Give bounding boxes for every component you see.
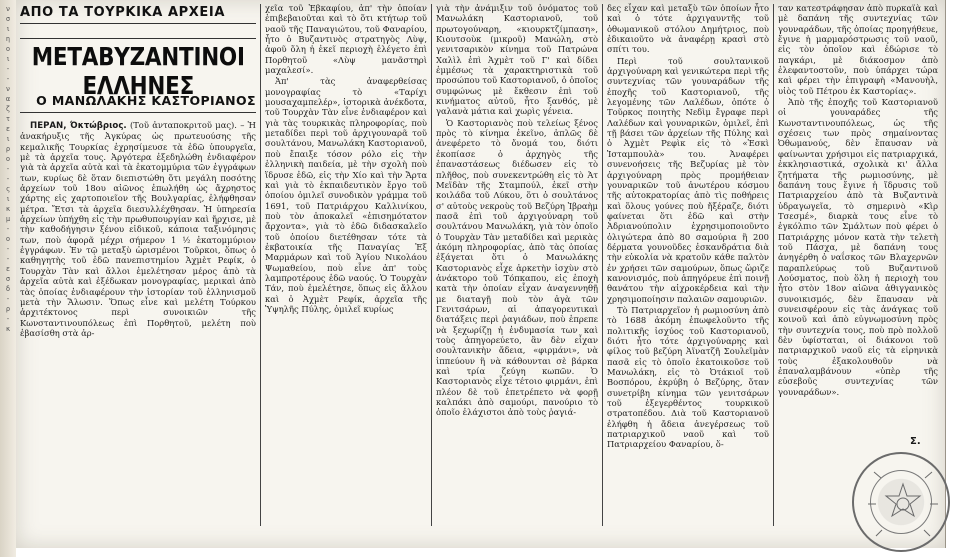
margin-mark: ο [5, 155, 11, 163]
margin-mark: τ [5, 115, 11, 123]
margin-mark: ε [5, 125, 11, 133]
margin-mark: - [5, 255, 11, 263]
author-signature: Σ. [910, 436, 921, 447]
stamp-seal-icon [854, 454, 952, 554]
column-2-paragraph: χεῖα τοῦ Ἐβκαφίου, ἀπ' τὴν ὁποίαν ἐπιβεβαιοῦται καὶ τὸ ὅτι κτήτωρ τοῦ ναοῦ τῆς Παναγιώτου, τοῦ Φαναρίου, ἦτο ὁ Βυζαντινὸς στρατηγὸς Λὺψ, ἀφοῦ ὅλη ἡ ἐκεῖ περιοχὴ ἐλέγετο ἐπὶ Πορθητοῦ «Λὺψ μανᾶστηρὶ μαχαλεσί». [265, 3, 427, 76]
margin-mark: μ [5, 215, 11, 223]
margin-mark: ι [5, 25, 11, 33]
margin-mark: ζ [5, 105, 11, 113]
margin-mark: ς [5, 185, 11, 193]
archive-margin-strip [0, 0, 16, 557]
margin-mark: α [5, 95, 11, 103]
column-1-text: (Τοῦ ἀνταποκριτοῦ μας). – Ἡ ἀνακήρυξις τῆς Ἀγκύρας ὡς πρωτευούσης τῆς κεμαλικῆς Τουρκίας ἐχρησίμευσε τὰ ἐδῶ ὑπουργεῖα, μὲ τὰ ἀρχεῖα τους. Ἀργότερα ἐξεδηλώθη ἐνδιαφέρον γιὰ τὰ ἀρχεῖα αὐτὰ καὶ τὰ ἑκατομμύρια τῶν ἐγγράφων των, κυρίως δὲ ὅταν διεπιστώθη ὅτι μεγάλη ποσότης ἀρχείων τοῦ 18ου αἰῶνος ἐπωλήθη ὡς ἄχρηστος χάρτης εἰς χαρτοποιεῖον τῆς Βουλγαρίας, ἐλήφθησαν μέτρα. Ἔτσι τὰ ἀρχεῖα διεσυλλέχθησαν. Ἡ ὑπηρεσία ἀρχείων ὑπήχθη εἰς τὴν πρωθυπουργίαν καὶ ἤρχισε, μὲ τὴν καθοδήγησιν ξένου εἰδικοῦ, κάποια ταξινόμησις των, ποὺ ἀφορᾶ μέχρι σήμερον 1 ½ ἑκατομμύριον ἐγγράφων. Ἐν τῷ μεταξὺ ὡρισμένοι Τοῦρκοι, ὅπως ὁ καθηγητὴς τοῦ ἐδῶ πανεπιστημίου Ἀχμὲτ Ρεφίκ, ὁ Τουρχὰν Τὰν καὶ ἄλλοι ἐμελέτησαν μέρος ἀπὸ τὰ ἀρχεῖα αὐτὰ καὶ ἐξέδωκαν μονογραφίας, μερικαὶ ἀπὸ τὰς ὁποίας ἐνδιαφέρουν τὴν ἱστορίαν τοῦ ἑλληνισμοῦ μετὰ τὴν Ἅλωσιν. Ὅπως εἶνε καὶ μελέτη Τούρκου ἀρχιτέκτονος περὶ συνοικιῶν τῆς Κωνσταντινουπόλεως ἐπὶ Πορθητοῦ, μελέτη ποὺ ἐβασίσθη στὰ ἀρ- [20, 120, 256, 338]
margin-mark: κ [5, 205, 11, 213]
margin-mark: σ [5, 15, 11, 23]
article-column-4 [607, 3, 769, 521]
article-column-2 [265, 3, 427, 521]
margin-mark: - [5, 245, 11, 253]
margin-mark: - [5, 65, 11, 73]
column-divider-1 [260, 4, 261, 526]
article-kicker: ΑΠΟ ΤΑ ΤΟΥΡΚΙΚΑ ΑΡΧΕΙΑ [20, 5, 225, 20]
margin-mark: κ [5, 325, 11, 333]
margin-mark: - [5, 295, 11, 303]
margin-mark: ε [5, 265, 11, 273]
margin-mark: η [5, 35, 11, 43]
column-3-paragraph: γιὰ τὴν ἀνάμιξιν τοῦ ὀνόματος τοῦ Μανωλάκη Καστοριανοῦ, τοῦ πρωτογούναρη, «κιουρκτζίμπαση», Κιουτσοὺκ (μικροῦ) Μανώλη, στὸ γενιτσαρικὸν κίνημα τοῦ Πατρώνα Χαλὶλ ἐπὶ Ἀχμὲτ τοῦ Γ' καὶ δίδει ἐμμέσως τὰ χαρακτηριστικὰ τοῦ προσώπου τοῦ Καστοριανοῦ, ὁ ὁποῖος συμφώνως μὲ ἔκθεσιν ἐπὶ τοῦ κινήματος αὐτοῦ, ἦτο ξανθός, μὲ γαλανὰ μάτια καὶ χωρὶς γένεια. [436, 3, 598, 117]
margin-mark: ρ [5, 305, 11, 313]
margin-mark: σ [5, 275, 11, 283]
margin-mark: - [5, 175, 11, 183]
column-4-paragraph: Περὶ τοῦ σουλτανικοῦ ἀρχιγούναρη καὶ γενικώτερα περὶ τῆς συντεχνίας τῶν γουναράδων τῆς ἐποχῆς τοῦ Καστοριανοῦ, τῆς λεγομένης τῶν Λαλέδων, ὁπότε ὁ Τοῦρκος ποιητὴς Νεδὶμ ἔγραφε περὶ Λαλέδων καὶ γουναρικῶν, ὁμιλεῖ, ἐπὶ τῇ βάσει τῶν ἀρχείων τῆς Πύλης καὶ ὁ Ἀχμὲτ Ρεφὶκ εἰς τὸ «Ἐσκὶ Ἰσταμπουλὰ» του. Ἀναφέρει συνενοήσεις τῆς Βεζυρίας μὲ τὸν ἀρχιγούναρη πρὸς προμήθειαν γουναρικῶν τοῦ ἀνωτέρου κόσμου τῆς αὐτοκρατορίας ἀπὸ τὶς ποθήρεις καὶ ὅλους γούνες ποὺ ἤξέραζε, διότι φαίνεται ὅτι ἐδῶ καὶ στὴν Ἀδριανούπολιν ἐχρησιμοποιοῦντο ὀλιγώτερα ἀπὸ 80 σαμούρια ἢ 200 δέρματα γουνοῦδες ἐσκανδράτια διὰ τὴν εὐκολία νὰ κρατοῦν κάθε παλτὸν ἐν χρήσει τῶν σαμούρων, ὅπως ὥριζε κανονισμός, ποὺ ἀπηγόρευε ἐπὶ ποινῇ θανάτου τὴν αἰχροκέρδεια καὶ τὴν χρησιμοποίησιν παλαιῶν σαμουριῶν. [607, 55, 769, 304]
margin-mark: δ [5, 285, 11, 293]
column-divider-2 [431, 4, 432, 526]
column-5-paragraph: Ἀπὸ τῆς ἐποχῆς τοῦ Καστοριανοῦ οἱ γουναράδες τῆς Κωνσταντινουπόλεως, ὡς τῆς σχέσεις των πρὸς σημαίνοντας Ὀθωμανούς, δὲν ἔπαυσαν νὰ φαίνωνται χρήσιμοι εἰς πατριαρχικά, ἐκκλησιαστικά, σχολικὰ κι' ἄλλα ζητήματα τῆς ρωμιοσύνης, μὲ δαπάνη τους ἔγινε ἡ ἵδρυσις τοῦ Πατριαρχείου ἀπὸ τὰ Βυζαντινὰ ὑδραγωγεῖα, τὸ σημερινὸ «Κὶρ Τσεσμέ», διαρκὰ τους εἶνε τὸ ἐγκόλπιο τῶν Σμάλτων ποὺ φέρει ὁ Πατριάρχης μόνον κατὰ τὴν τελετὴ τοῦ Πάσχα, μὲ δαπάνη τους ἀνηγέρθη ὁ ναΐσκος τῶν Βλαχερνῶν παραπλεύρως τοῦ Βυζαντινοῦ Λούσματος, ποὺ ὅλη ἡ περιοχὴ του ἦτο στὸν 18ον αἰῶνα ἀθιγγανικὸς συνοικισμός, δὲν ἔπαυσαν νὰ συνεισφέρουν εἰς τὰς ἀνάγκας τοῦ κοινοῦ καὶ ἀπὸ εὐγνωμοσύνη πρὸς τὴν συντεχνία τους, ποὺ πρὸ πολλοῦ δὲν ὑφίσταται, οἱ διάκονοι τοῦ πατριαρχικοῦ ναοῦ εἰς τὰ εἰρηνικὰ τοὺς ἐξακολουθοῦν νὰ ἐπαναλαμβάνουν «ὑπὲρ τῆς εὐσεβοῦς συντεχνίας τῶν γουναράδων». [778, 97, 938, 397]
article-column-5 [778, 3, 938, 433]
margin-mark: ν [5, 5, 11, 13]
column-divider-3 [602, 4, 603, 526]
column-2-paragraph: Ἀπ' τὰς ἀναφερθείσας μονογραφίας τὸ «Ταρίχι μουσαχαμπελέρ», ἱστορικὰ ἀνέκδοτα, τοῦ Τουρχὰν Τὰν εἶνε ἐνδιαφέρον καὶ γιὰ τὰς τουρκικὰς πληροφορίας, ποὺ μεταδίδει περὶ τοῦ ἀρχιγουναρᾶ τοῦ σουλτάνου, Μανωλάκη Καστοριανοῦ, ποὺ ἔπαιξε τόσον ρόλο εἰς τὴν ἑλληνικὴ παιδεία, μὲ τὴν σχολὴ ποὺ ἵδρυσε ἐδῶ, εἰς τὴν Χίο καὶ τὴν Ἄρτα καὶ γιὰ τὸ ἐκπαιδευτικὸν ἔργο τοῦ ὁποίου ὁμιλεῖ συνοδικὸν γράμμα τοῦ 1691, τοῦ Πατριάρχου Καλλινίκου, ποὺ τὸν ἀποκαλεῖ «ἐπισημότατον ἄρχοντα», γιὰ τὸ ἐδῶ διδασκαλεῖο τοῦ ὁποίου διετέθησαν τότε τὰ ἐκβατοικία τῆς Παναγίας Ἐξ Μαρμάρων καὶ τοῦ Ἁγίου Νικολάου Ψωμαθείου, ποὺ εἶνε ἀπ' τοὺς λαμπροτέρους ἐδῶ ναούς. Ὁ Τουρχὰν Τάν, ποὺ ἐμελέτησε, ὅπως εἰς ἄλλου καὶ ὁ Ἀχμὲτ Ρεφίκ, ἀρχεῖα τῆς Ὑψηλῆς Πύλης, ὁμιλεῖ κυρίως [265, 76, 427, 314]
margin-mark: ι [5, 195, 11, 203]
margin-mark: ι [5, 55, 11, 63]
column-3-paragraph: Ὁ Καστοριανὸς ποὺ τελείως ξένος πρὸς τὸ κίνημα ἐκεῖνο, ἁπλῶς δὲ ἀνεφέρετο τὸ ὄνομά του, διότι ἐκοπίασε ὁ ἀρχηγὸς τῆς ἐπαναστάσεως διέδωσεν εἰς τὸ πλῆθος, ποὺ συνεκεντρώθη εἰς τὸ Ἀτ Μεϊδὰν τῆς Σταμπούλ, ἐκεῖ στὴν κοιλάδα τοῦ Λύκου, ὅτι ὁ σουλτάνος σ' αὐτοὺς νεκροὺς τοῦ Βεζύρη Ἰβραὴμ πασᾶ ἐπὶ τοῦ ἀρχιγούναρη τοῦ σουλτάνου Μανωλάκη, γιὰ τὸν ὁποῖο ὁ Τουρχὰν Τὰν μεταδίδει καὶ μερικὰς ἀκόμη πληροφορίας, ἀπὸ τὰς ὁποίας ἐξάγεται ὅτι ὁ Μανωλάκης Καστοριανὸς εἶχε ἀρκετὴν ἰσχὺν στὸ ἀνάκτορο τοῦ Τόπκαπου, εἰς ἐποχὴ κατὰ τὴν ὁποίαν εἶχαν ἀναγεννηθῇ με διαταγῇ ποὺ τὸν ἀγὰ τῶν Γενιτσάρων, αἱ ἀπαγορευτικαὶ διατάξεις περὶ ῥαγιάδων, ποὺ ἐπρεπε νὰ ξεχωρίζῃ ἡ ἐνδυμασία των καὶ τοὺς ἀπηγορεύετο, ἂν δὲν εἶχαν σουλτανικὴν ἄδεια, «φιρμάνι», νὰ ἱππεύουν ἢ νὰ κάθουνται σὲ βάρκα καὶ τρία ζεύγη κωπῶν. Ὁ Καστοριανὸς εἶχε τέτοιο φιρμάνι, ἐπὶ πλέον δὲ τοῦ ἐπετρέπετο νὰ φορῇ καλπάκι ἀπὸ σαμούρι, πανούριο τὸ ὁποῖο ἐλάχιστοι ἀπὸ τοὺς ῥαγιά- [436, 117, 598, 418]
margin-mark: ν [5, 85, 11, 93]
margin-mark: ο [5, 45, 11, 53]
article-byline: Ο ΜΑΝΩΛΑΚΗΣ ΚΑΣΤΟΡΙΑΝΟΣ [36, 93, 256, 108]
margin-mark: ι [5, 135, 11, 143]
article-column-3 [436, 3, 598, 521]
headline-top-rule [20, 38, 256, 39]
kicker-rule [20, 23, 256, 24]
column-5-paragraph: ταν κατεστράφησαν ἀπὸ πυρκαϊὰ καὶ μὲ δαπάνη τῆς συντεχνίας τῶν γουναράδων, τῆς ὁποίας προηγήθευε, ἔγινε ἡ μαρμαρόστρωσις τοῦ ναοῦ, εἰς τὸν ὁποῖον καὶ ἐδώρισε τὸ παγκάρι, μὲ διάκοσμον ἀπὸ ἐλεφαντοστοῦν, ποὺ ὑπάρχει τώρα καὶ φέρει τὴν ἐπιγραφὴ «Μανουὴλ, υἱὸς τοῦ Πέτρου ἐκ Καστορίας». [778, 3, 938, 96]
byline-rule [20, 112, 256, 113]
article-headline: ΜΕΤΑΒΥΖΑΝΤΙΝΟΙ ΕΛΛΗΝΕΣ [31, 42, 245, 100]
margin-mark: - [5, 225, 11, 233]
margin-mark: ρ [5, 145, 11, 153]
margin-mark: ο [5, 235, 11, 243]
margin-mark: - [5, 315, 11, 323]
column-4-paragraph: δες εἶχαν καὶ μεταξὺ τῶν ὁποίων ἦτο καὶ ὁ τότε ἀρχιγαυντῆς τοῦ ὀθωμανικοῦ στόλου Δημήτριος, ποὺ ἐδικαιοῦτο νὰ ἀναφέρῃ κρασὶ στὸ σπίτι του. [607, 3, 769, 55]
margin-mark: - [5, 75, 11, 83]
column-1-paragraph [20, 120, 256, 338]
column-divider-4 [773, 4, 774, 526]
university-library-stamp [852, 452, 950, 552]
newspaper-clipping [16, 0, 946, 548]
column-4-paragraph: Τὸ Πατριαρχεῖον ἡ ρωμιοσύνη ἀπὸ τὸ 1688 ἀκόμη ἐπωφελοῦντο τῆς πολιτικῆς ἰσχύος τοῦ Καστοριανοῦ, διότι ἦτο τότε ἀρχιγούναρης καὶ φίλος τοῦ βεζύρη Ἀϊνατζῆ Σουλεϊμὰν πασᾶ εἰς τὸ ὁποῖο ἐκατοικοῦσε τοῦ Μανωλάκη, εἰς τὸ Ὀτάκιοϊ τοῦ Βοσπόρου, ἐκρύβη ὁ Βεζύρης, ὅταν συνετρίβη κίνημα τῶν γενιτσάρων τοῦ ἐξεγερθέντος τουρκικοῦ στρατοπέδου. Διὰ τοῦ Καστοριανοῦ ἐλήφθη ἡ ἄδεια ἀνεγέρσεως τοῦ πατριαρχικοῦ ναοῦ καὶ τοῦ Πατριαρχείου Φαναρίου, ὅ- [607, 304, 769, 450]
article-column-1 [20, 120, 256, 520]
article-dateline: ΠΕΡΑΝ, Όκτώβριος. [30, 121, 127, 131]
margin-mark: - [5, 165, 11, 173]
